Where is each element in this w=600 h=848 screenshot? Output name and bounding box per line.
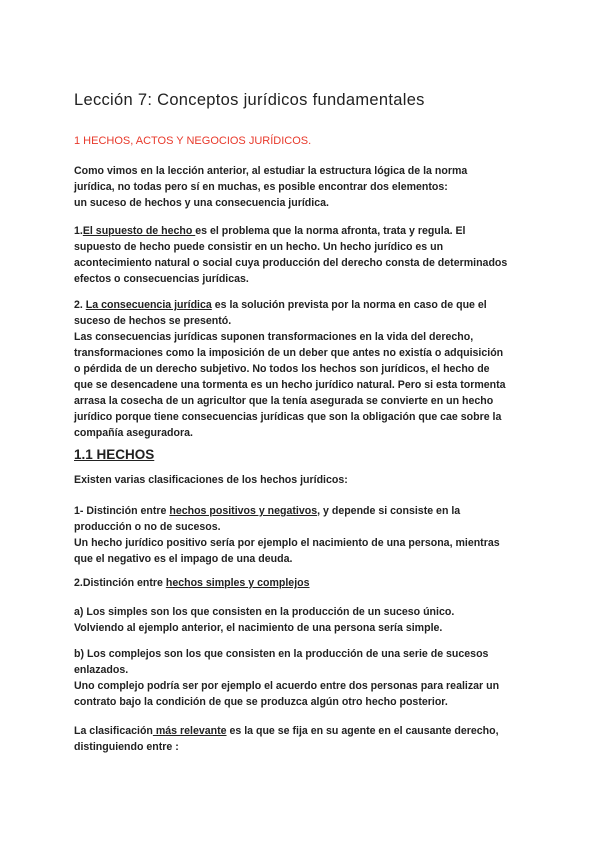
paragraph-line: Un hecho jurídico positivo sería por ejemplo el nacimiento de una persona, mientras [74,537,500,549]
section-heading-1-1-hechos: 1.1 HECHOS [74,447,155,462]
intro-line: Como vimos en la lección anterior, al estudiar la estructura lógica de la norma [74,165,468,177]
paragraph-line [74,223,534,239]
paragraph-line: a) Los simples son los que consisten en la producción de un suceso único. [74,606,455,618]
intro-paragraph [74,163,534,211]
item-a-simples [74,604,534,636]
paragraph-line [74,575,534,591]
paragraph-line: contrato bajo la condición de que se produzca algún otro hecho posterior. [74,696,448,708]
term-mas-relevante: más relevante [152,725,227,737]
paragraph-line: supuesto de hecho puede consistir en un hecho. Un hecho jurídico es un [74,241,444,253]
section-heading-hechos-actos-negocios: 1 HECHOS, ACTOS Y NEGOCIOS JURÍDICOS. [74,135,312,147]
paragraph-text: , y depende si consiste en la [317,505,461,517]
paragraph-text: es la solución prevista por la norma en caso de que el [211,299,487,311]
paragraph-line: producción o no de sucesos. [74,521,221,533]
paragraph-prefix: La clasificación [74,725,153,737]
paragraph-line: que el negativo es el impago de una deuda. [74,553,293,565]
paragraph-line: o pérdida de un derecho subjetivo. No todos los hechos son jurídicos, el hecho de [74,363,490,375]
term-consecuencia-juridica: La consecuencia jurídica [85,299,212,311]
paragraph-text: es el problema que la norma afronta, trata y regula. El [195,225,466,237]
paragraph-line: Existen varias clasificaciones de los hechos jurídicos: [74,474,348,486]
item-positivos-negativos [74,503,534,567]
paragraph-line: distinguiendo entre : [74,741,179,753]
item-b-complejos [74,646,534,710]
paragraph-line: b) Los complejos son los que consisten en la producción de una serie de sucesos [74,648,489,660]
term-positivos-negativos: hechos positivos y negativos [169,505,318,517]
paragraph-line: enlazados. [74,664,129,676]
paragraph-line [74,503,534,519]
paragraph-line [74,723,534,739]
paragraph-line: arrasa la cosecha de un agricultor que la tenía asegurada se convierte en un hecho [74,395,494,407]
paragraph-line: que se desencadene una tormenta es un hecho jurídico natural. Pero si esta tormenta [74,379,506,391]
paragraph-prefix: 1. [74,225,83,237]
paragraph-line: Volviendo al ejemplo anterior, el nacimiento de una persona sería simple. [74,622,443,634]
paragraph-prefix: 1- Distinción entre [74,505,170,517]
paragraph-line: efectos o consecuencias jurídicas. [74,273,249,285]
closing-paragraph [74,723,534,755]
term-supuesto-de-hecho: El supuesto de hecho [82,225,196,237]
paragraph-line: suceso de hechos se presentó. [74,315,232,327]
paragraph-line: acontecimiento natural o social cuya producción del derecho consta de determinados [74,257,508,269]
hechos-intro [74,472,534,488]
intro-line: un suceso de hechos y una consecuencia jurídica. [74,197,329,209]
page-title: Lección 7: Conceptos jurídicos fundamentales [74,91,425,109]
paragraph-consecuencia-juridica [74,297,534,441]
item-simples-complejos [74,575,534,591]
paragraph-line: Las consecuencias jurídicas suponen transformaciones en la vida del derecho, [74,331,474,343]
paragraph-line: jurídico porque tiene consecuencias jurídicas que son la obligación que cae sobre la [74,411,502,423]
paragraph-supuesto-de-hecho [74,223,534,287]
paragraph-line: transformaciones como la imposición de un deber que antes no existía o adquisición [74,347,504,359]
paragraph-text: es la que se fija en su agente en el causante derecho, [226,725,499,737]
intro-line: jurídica, no todas pero sí en muchas, es posible encontrar dos elementos: [74,181,448,193]
paragraph-line: compañía aseguradora. [74,427,193,439]
paragraph-line: Uno complejo podría ser por ejemplo el acuerdo entre dos personas para realizar un [74,680,500,692]
paragraph-prefix: 2.Distinción entre [74,577,166,589]
paragraph-line [74,297,534,313]
term-simples-complejos: hechos simples y complejos [165,577,310,589]
paragraph-prefix: 2. [74,299,86,311]
